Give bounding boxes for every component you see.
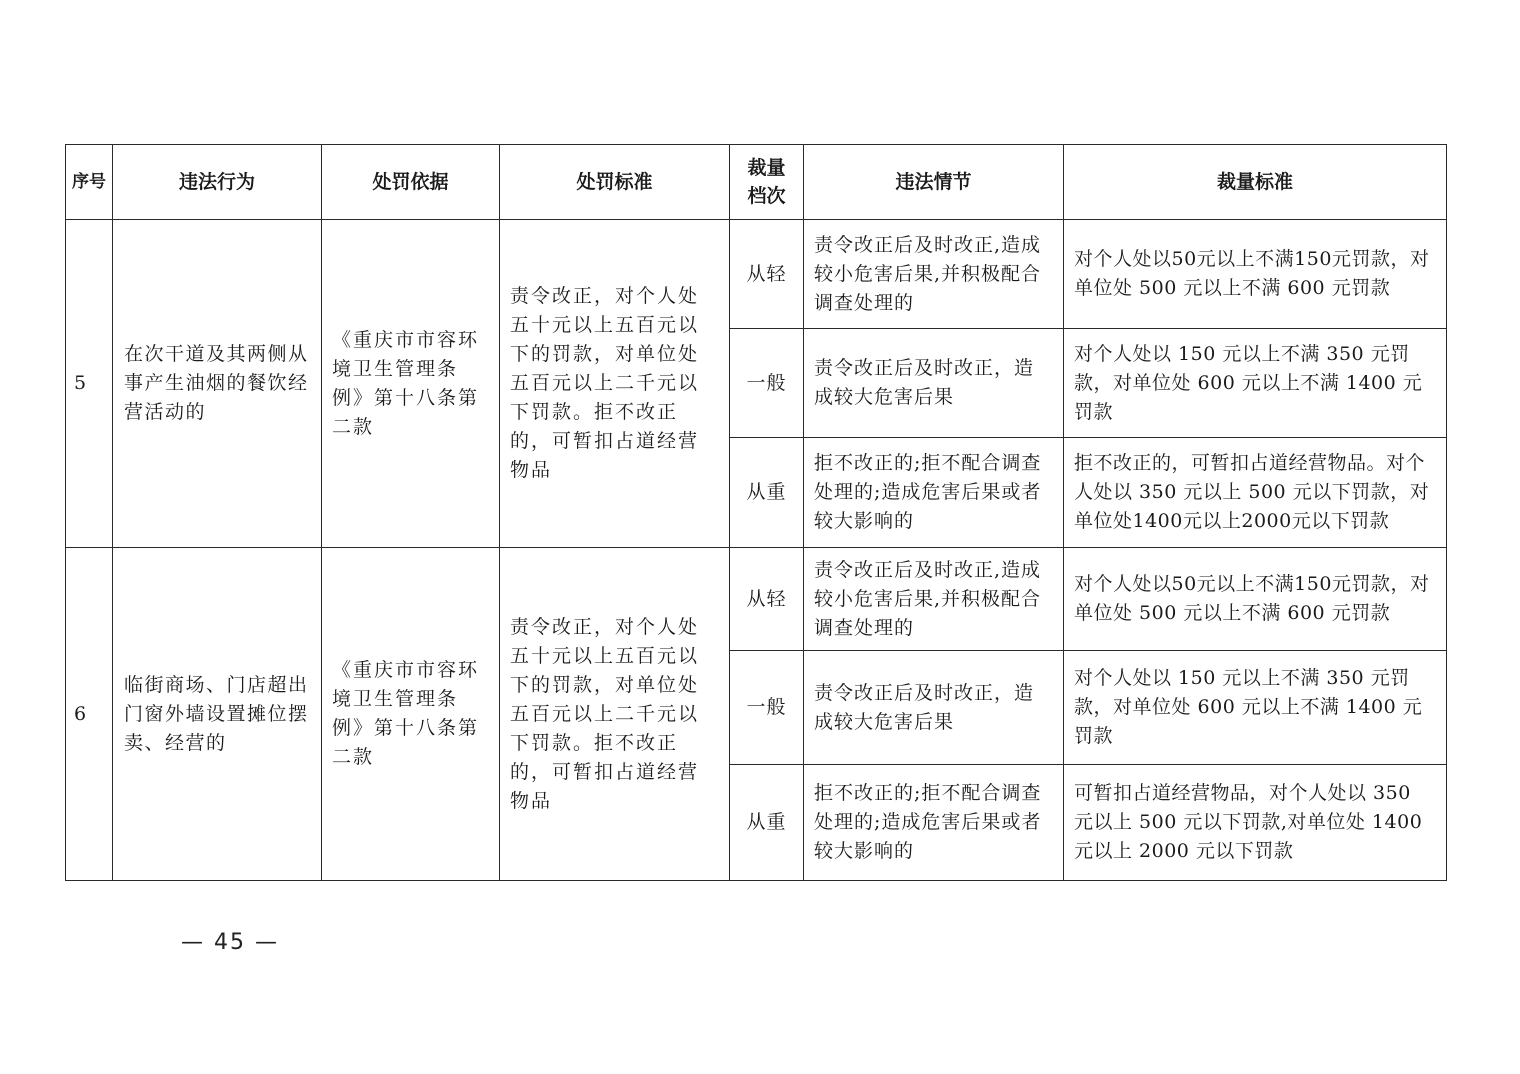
table-row — [66, 220, 1447, 329]
tier-standard: 对个人处以50元以上不满150元罚款，对单位处 500 元以上不满 600 元罚款 — [1064, 220, 1447, 329]
discretion-table — [65, 144, 1447, 881]
record-basis: 《重庆市市容环境卫生管理条例》第十八条第二款 — [322, 220, 500, 548]
page-number: — 45 — — [181, 930, 279, 955]
header-level-line2: 档次 — [747, 185, 786, 207]
tier-standard: 对个人处以50元以上不满150元罚款，对单位处 500 元以上不满 600 元罚款 — [1064, 548, 1447, 651]
tier-level: 从重 — [730, 438, 804, 548]
record-penalty-standard: 责令改正，对个人处五十元以上五百元以下的罚款，对单位处五百元以上二千元以下罚款。拒不改正的，可暂扣占道经营物品 — [500, 548, 730, 881]
tier-standard: 可暂扣占道经营物品，对个人处以 350 元以上 500 元以下罚款,对单位处 1400 元以上 2000 元以下罚款 — [1064, 765, 1447, 881]
header-situation: 违法情节 — [804, 145, 1064, 220]
record-basis: 《重庆市市容环境卫生管理条例》第十八条第二款 — [322, 548, 500, 881]
tier-level: 一般 — [730, 651, 804, 765]
tier-level: 从重 — [730, 765, 804, 881]
header-penalty-standard: 处罚标准 — [500, 145, 730, 220]
tier-standard: 对个人处以 150 元以上不满 350 元罚款，对单位处 600 元以上不满 1400 元罚款 — [1064, 329, 1447, 438]
table-row — [66, 548, 1447, 651]
record-behavior: 临街商场、门店超出门窗外墙设置摊位摆卖、经营的 — [113, 548, 322, 881]
table-body — [66, 220, 1447, 881]
header-level — [730, 145, 804, 220]
header-behavior: 违法行为 — [113, 145, 322, 220]
tier-standard: 对个人处以 150 元以上不满 350 元罚款，对单位处 600 元以上不满 1400 元罚款 — [1064, 651, 1447, 765]
header-row — [66, 145, 1447, 220]
tier-level: 从轻 — [730, 548, 804, 651]
tier-standard: 拒不改正的，可暂扣占道经营物品。对个人处以 350 元以上 500 元以下罚款，对单位处1400元以上2000元以下罚款 — [1064, 438, 1447, 548]
tier-level: 从轻 — [730, 220, 804, 329]
tier-situation: 拒不改正的;拒不配合调查处理的;造成危害后果或者较大影响的 — [804, 438, 1064, 548]
record-seq: 6 — [66, 548, 113, 881]
tier-situation: 责令改正后及时改正，造成较大危害后果 — [804, 329, 1064, 438]
tier-situation: 责令改正后及时改正，造成较大危害后果 — [804, 651, 1064, 765]
header-basis: 处罚依据 — [322, 145, 500, 220]
header-discretion-standard: 裁量标准 — [1064, 145, 1447, 220]
tier-level: 一般 — [730, 329, 804, 438]
table-header — [66, 145, 1447, 220]
tier-situation: 责令改正后及时改正,造成较小危害后果,并积极配合调查处理的 — [804, 220, 1064, 329]
record-penalty-standard: 责令改正，对个人处五十元以上五百元以下的罚款，对单位处五百元以上二千元以下罚款。拒不改正的，可暂扣占道经营物品 — [500, 220, 730, 548]
header-level-line1: 裁量 — [747, 157, 786, 179]
record-seq: 5 — [66, 220, 113, 548]
tier-situation: 拒不改正的;拒不配合调查处理的;造成危害后果或者较大影响的 — [804, 765, 1064, 881]
tier-situation: 责令改正后及时改正,造成较小危害后果,并积极配合调查处理的 — [804, 548, 1064, 651]
header-seq: 序号 — [66, 145, 113, 220]
record-behavior: 在次干道及其两侧从事产生油烟的餐饮经营活动的 — [113, 220, 322, 548]
